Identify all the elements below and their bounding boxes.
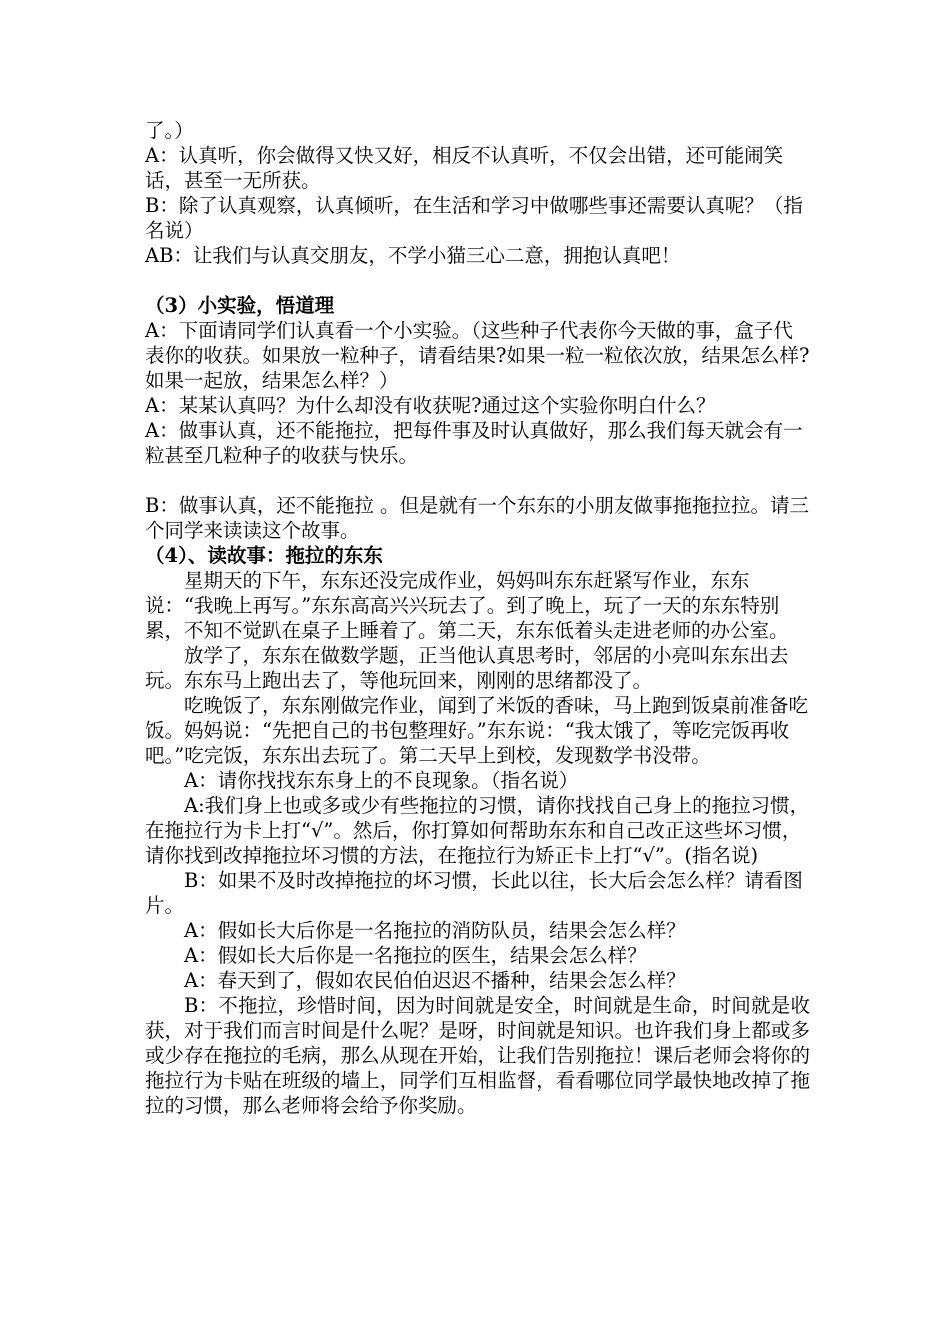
section-heading-4: （4）、读故事：拖拉的东东	[145, 544, 383, 567]
paragraph-ab-summary: AB：让我们与认真交朋友，不学小猫三心二意，拥抱认真吧！	[145, 244, 681, 267]
paragraph-b-conclusion: B：不拖拉，珍惜时间，因为时间就是安全，时间就是生命，时间就是收获，对于我们而言时间是什么呢？是呀，时间就是知识。也许我们身上都或多或少存在拖拉的毛病，那么从现在开始，让我们告别拖拉！课后老师会将你的拖拉行为卡贴在班级的墙上，同学们互相监督，看看哪位同学最快地改掉了拖拉的习惯，那么老师将会给予你奖励。	[145, 994, 810, 1117]
story-paragraph-3: 吃晚饭了，东东刚做完作业，闻到了米饭的香味，马上跑到饭桌前准备吃饭。妈妈说：“先把自己的书包整理好。”东东说：“我太饿了，等吃完饭再收吧。”吃完饭，东东出去玩了。第二天早上到校，发现数学书没带。	[145, 694, 809, 767]
paragraph-a-firefighter: A：假如长大后你是一名拖拉的消防队员，结果会怎么样？	[184, 919, 686, 942]
paragraph-experiment-question: A：某某认真吗？为什么却没有收获呢?通过这个实验你明白什么？	[145, 394, 716, 417]
paragraph-a-farmer: A：春天到了，假如农民伯伯迟迟不播种，结果会怎么样？	[184, 969, 686, 992]
paragraph-continuation: 了。）	[145, 119, 194, 142]
paragraph-b-consequences: B：如果不及时改掉拖拉的坏习惯，长此以往，长大后会怎么样？请看图片。	[145, 869, 803, 917]
blank-line	[145, 268, 810, 293]
paragraph-story-intro: B：做事认真，还不能拖拉 。但是就有一个东东的小朋友做事拖拖拉拉。请三个同学来读读这个故事。	[145, 494, 810, 542]
document-page	[145, 118, 810, 1118]
paragraph-a-doctor: A：假如长大后你是一名拖拉的医生，结果会怎么样？	[184, 944, 647, 967]
story-paragraph-1: 星期天的下午，东东还没完成作业，妈妈叫东东赶紧写作业，东东说：“我晚上再写。”东东高高兴兴玩去了。到了晚上，玩了一天的东东特别累，不知不觉趴在桌子上睡着了。第二天，东东低着头走进老师的办公室。	[145, 569, 789, 642]
paragraph-a-listen: A：认真听，你会做得又快又好，相反不认真听，不仅会出错，还可能闹笑话，甚至一无所获。	[145, 144, 784, 192]
story-paragraph-2: 放学了，东东在做数学题，正当他认真思考时，邻居的小亮叫东东出去玩。东东马上跑出去了，等他玩回来，刚刚的思绪都没了。	[145, 644, 789, 692]
paragraph-b-question: B：除了认真观察，认真倾听，在生活和学习中做哪些事还需要认真呢？（指名说）	[145, 194, 803, 242]
paragraph-experiment-intro: A：下面请同学们认真看一个小实验。（这些种子代表你今天做的事，盒子代表你的收获。如果放一粒种子，请看结果?如果一粒一粒依次放，结果怎么样?如果一起放，结果怎么样？）	[145, 319, 810, 392]
paragraph-experiment-conclusion: A：做事认真，还不能拖拉，把每件事及时认真做好，那么我们每天就会有一粒甚至几粒种子的收获与快乐。	[145, 419, 803, 467]
section-heading-3: （3）小实验，悟道理	[145, 294, 335, 317]
blank-line	[145, 468, 810, 493]
paragraph-a-habit-card: A:我们身上也或多或少有些拖拉的习惯，请你找找自己身上的拖拉习惯，在拖拉行为卡上打“√”。然后，你打算如何帮助东东和自己改正这些坏习惯，请你找到改掉拖拉坏习惯的方法，在拖拉行为矫正卡上打“√”。(指名说)	[145, 794, 810, 867]
paragraph-a-find-problems: A：请你找找东东身上的不良现象。（指名说）	[184, 769, 579, 792]
